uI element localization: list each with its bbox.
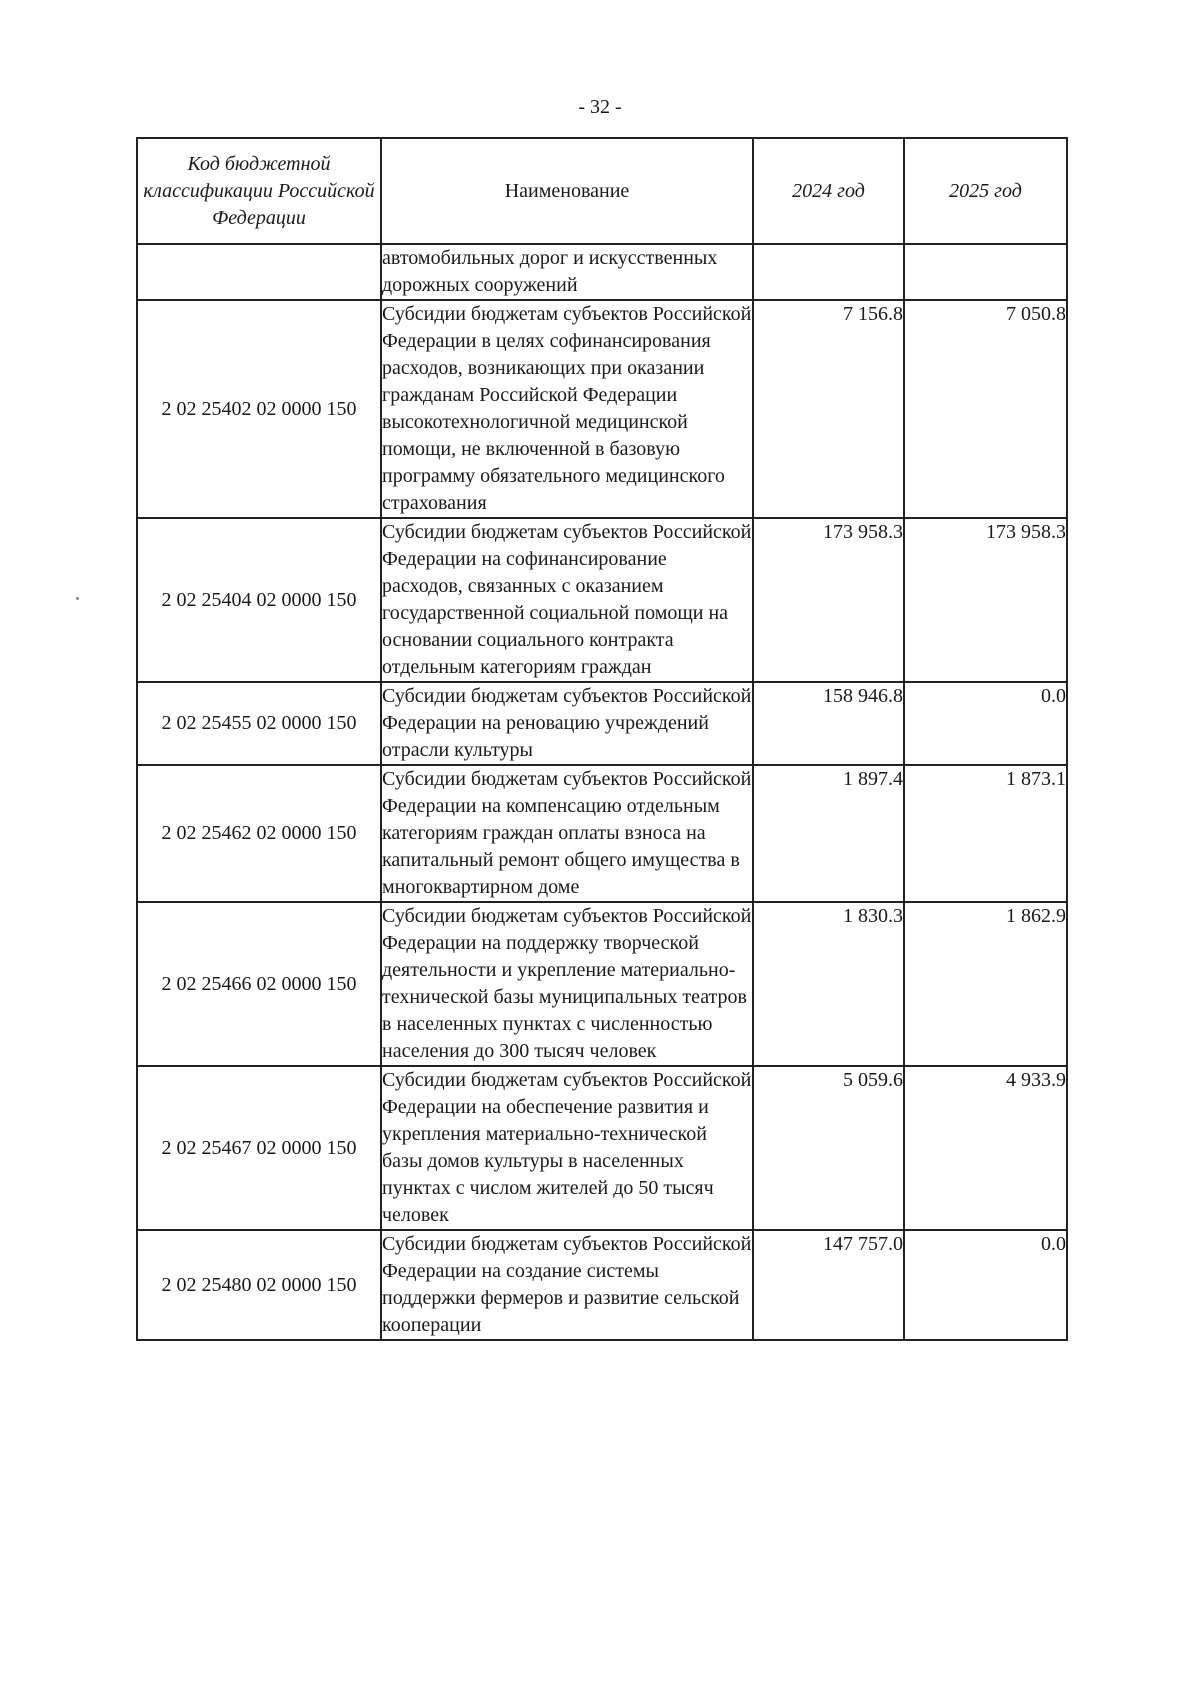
amount-2025-cell: 0.0 (904, 1230, 1067, 1340)
amount-2025-cell: 7 050.8 (904, 300, 1067, 518)
table-header-row (137, 138, 1067, 244)
table-row (137, 300, 1067, 518)
amount-2024-cell: 147 757.0 (753, 1230, 904, 1340)
name-cell: Субсидии бюджетам субъектов Российской Федерации на реновацию учреждений отрасли культуры (381, 682, 753, 765)
name-cell: Субсидии бюджетам субъектов Российской Федерации на софинансирование расходов, связанных с оказанием государственной социальной помощи на основании социального контракта отдельным категориям граждан (381, 518, 753, 682)
code-cell: 2 02 25462 02 0000 150 (137, 765, 381, 902)
amount-2024-cell: 7 156.8 (753, 300, 904, 518)
table-row (137, 244, 1067, 300)
amount-2025-cell: 0.0 (904, 682, 1067, 765)
table-row (137, 902, 1067, 1066)
code-cell: 2 02 25466 02 0000 150 (137, 902, 381, 1066)
header-2025: 2025 год (904, 138, 1067, 244)
code-cell: 2 02 25467 02 0000 150 (137, 1066, 381, 1230)
amount-2024-cell: 158 946.8 (753, 682, 904, 765)
amount-2024-cell: 1 830.3 (753, 902, 904, 1066)
page-number: - 32 - (578, 96, 622, 118)
name-cell: Субсидии бюджетам субъектов Российской Федерации на компенсацию отдельным категориям граждан оплаты взноса на капитальный ремонт общего имущества в многоквартирном доме (381, 765, 753, 902)
table-row (137, 682, 1067, 765)
name-cell: Субсидии бюджетам субъектов Российской Федерации на создание системы поддержки фермеров и развитие сельской кооперации (381, 1230, 753, 1340)
amount-2025-cell (904, 244, 1067, 300)
amount-2025-cell: 173 958.3 (904, 518, 1067, 682)
budget-table (136, 137, 1068, 1341)
name-cell: Субсидии бюджетам субъектов Российской Федерации на поддержку творческой деятельности и укрепление материально-технической базы муниципальных театров в населенных пунктах с численностью населения до 300 тысяч человек (381, 902, 753, 1066)
table-row (137, 1230, 1067, 1340)
amount-2024-cell (753, 244, 904, 300)
header-name: Наименование (381, 138, 753, 244)
table-row (137, 518, 1067, 682)
code-cell: 2 02 25404 02 0000 150 (137, 518, 381, 682)
code-cell (137, 244, 381, 300)
header-code: Код бюджетной классификации Российской Федерации (137, 138, 381, 244)
code-cell: 2 02 25480 02 0000 150 (137, 1230, 381, 1340)
name-cell: Субсидии бюджетам субъектов Российской Федерации в целях софинансирования расходов, возникающих при оказании гражданам Российской Федерации высокотехнологичной медицинской помощи, не включенной в базовую программу обязательного медицинского страхования (381, 300, 753, 518)
table-row (137, 1066, 1067, 1230)
name-cell: автомобильных дорог и искусственных дорожных сооружений (381, 244, 753, 300)
header-2024: 2024 год (753, 138, 904, 244)
amount-2025-cell: 4 933.9 (904, 1066, 1067, 1230)
amount-2024-cell: 173 958.3 (753, 518, 904, 682)
amount-2024-cell: 1 897.4 (753, 765, 904, 902)
table-row (137, 765, 1067, 902)
amount-2025-cell: 1 862.9 (904, 902, 1067, 1066)
scan-artifact-dot (76, 597, 79, 600)
code-cell: 2 02 25402 02 0000 150 (137, 300, 381, 518)
code-cell: 2 02 25455 02 0000 150 (137, 682, 381, 765)
amount-2024-cell: 5 059.6 (753, 1066, 904, 1230)
amount-2025-cell: 1 873.1 (904, 765, 1067, 902)
name-cell: Субсидии бюджетам субъектов Российской Федерации на обеспечение развития и укрепления материально-технической базы домов культуры в населенных пунктах с числом жителей до 50 тысяч человек (381, 1066, 753, 1230)
